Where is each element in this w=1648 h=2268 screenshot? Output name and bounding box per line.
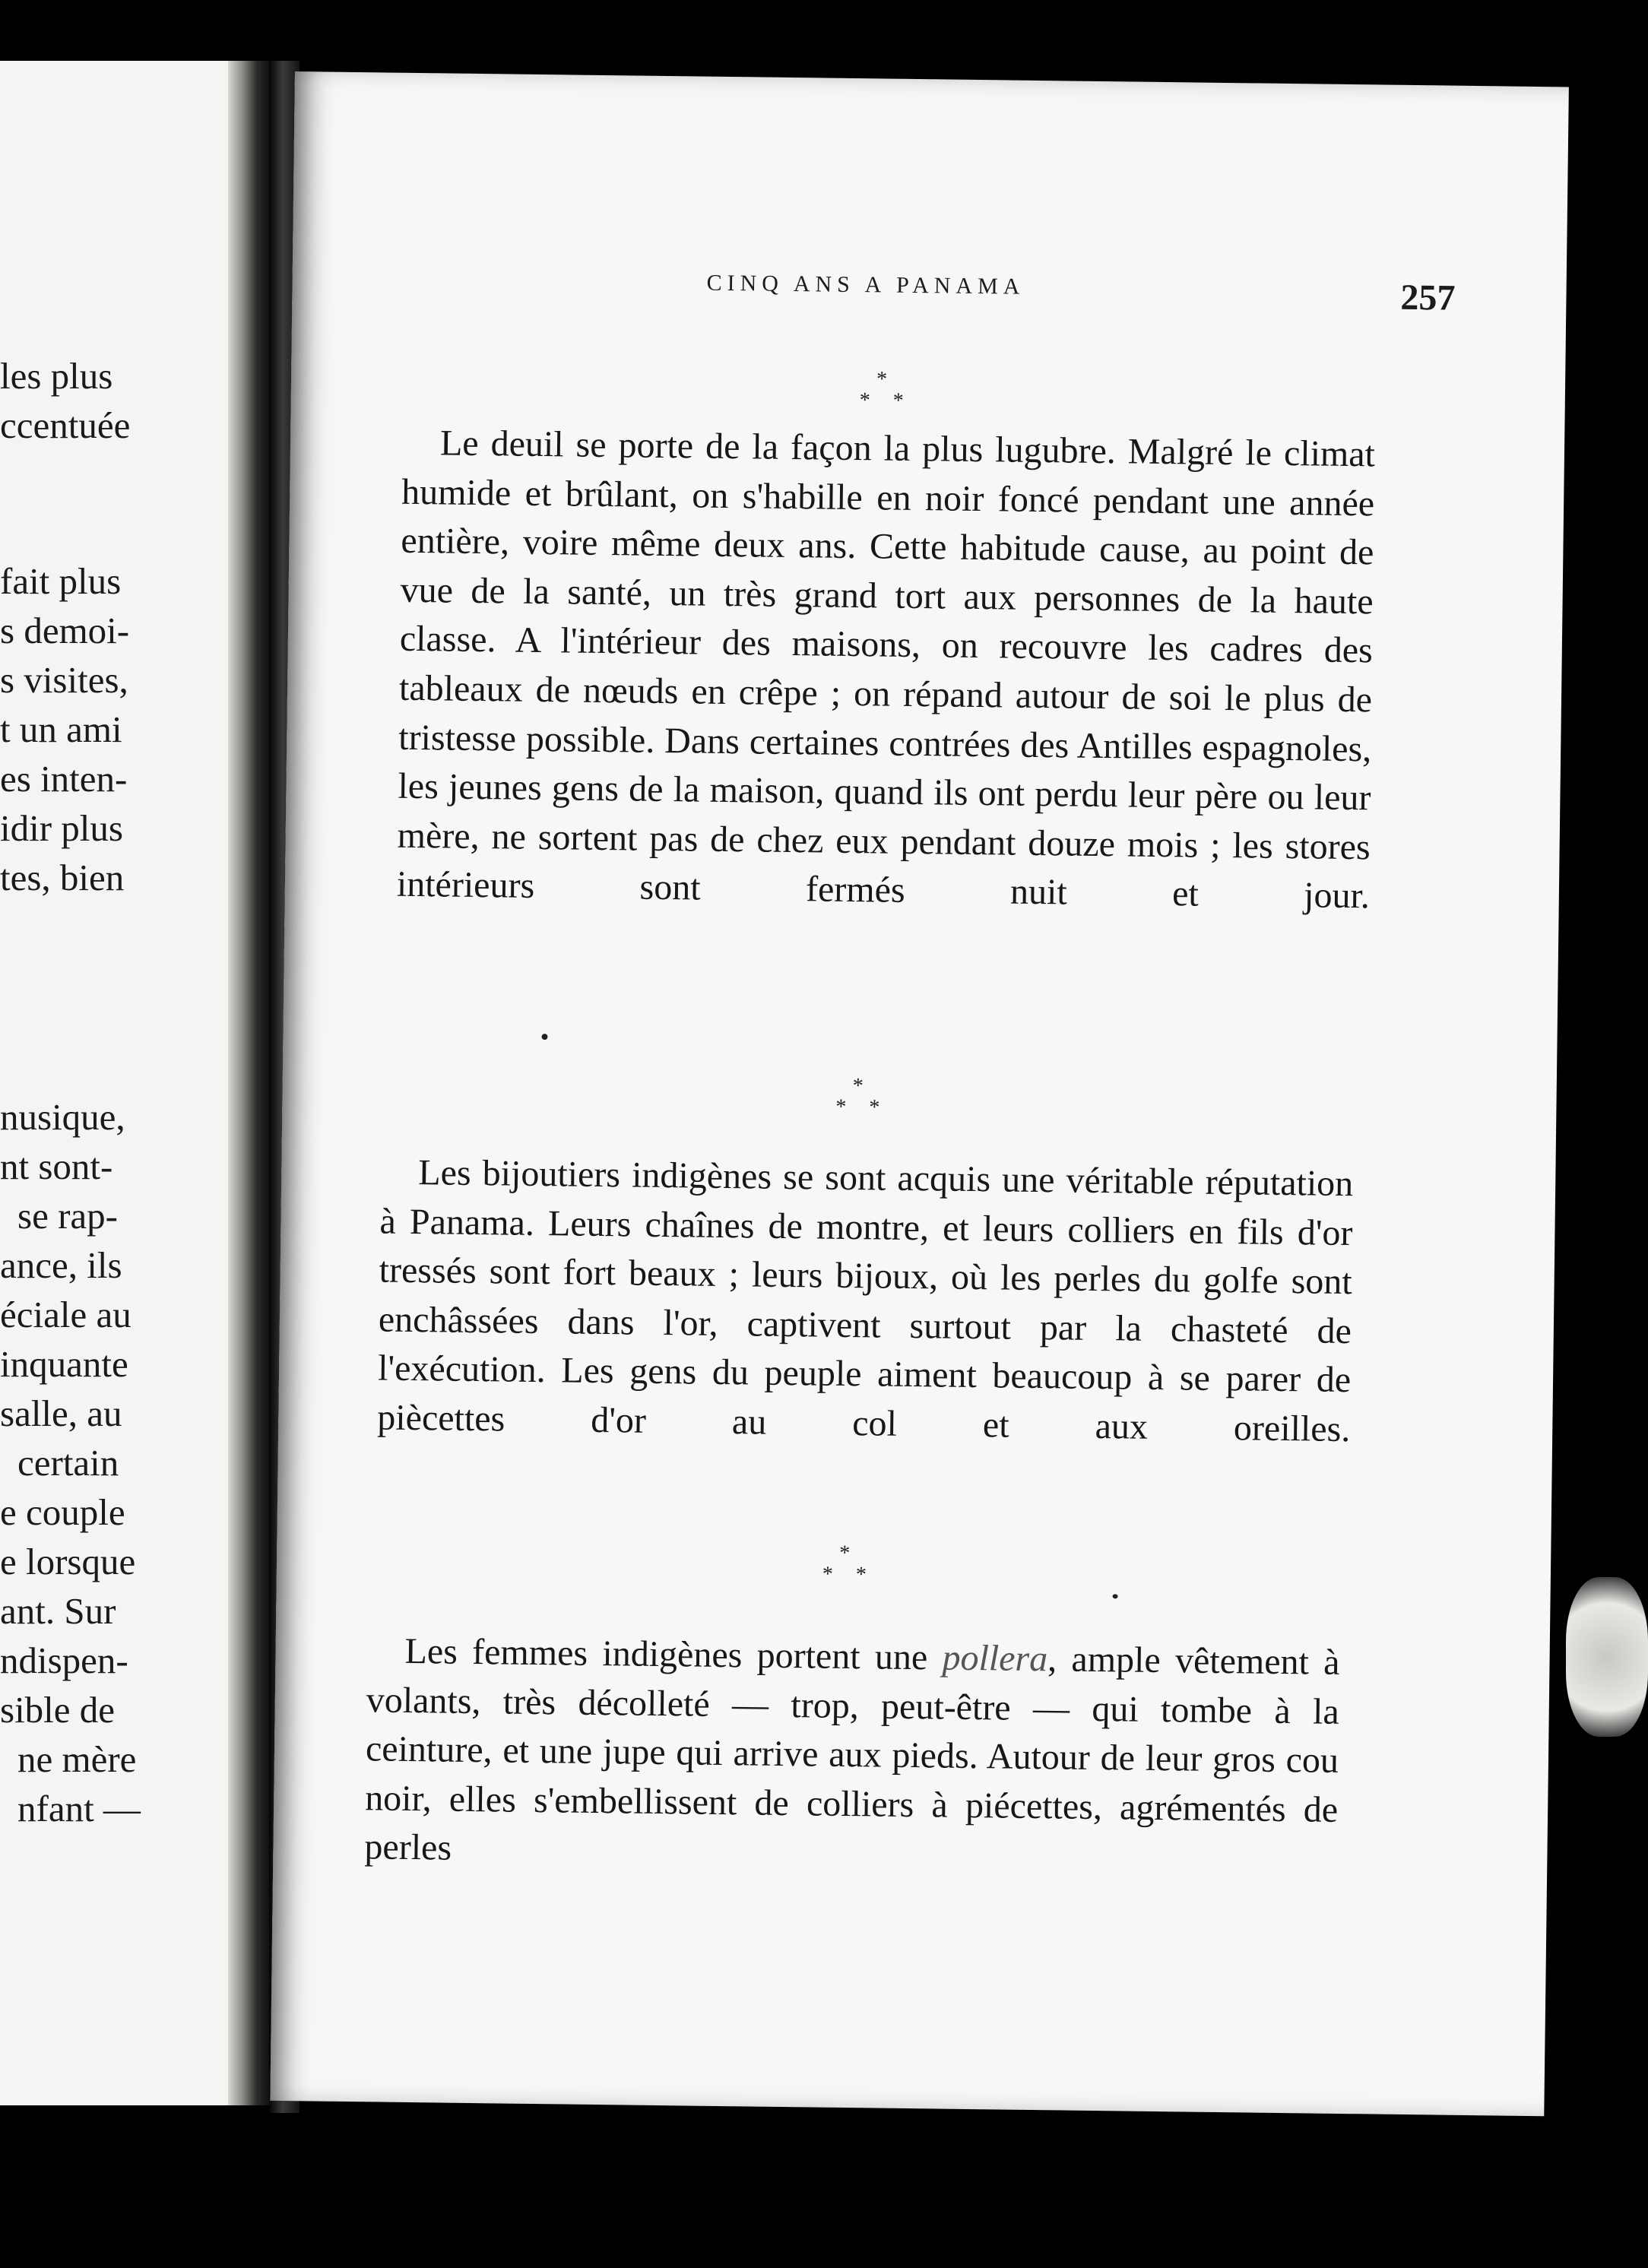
previous-page-line: nfant — [17,1788,141,1829]
previous-page-line: ndispen- [0,1639,128,1681]
previous-page-line: nusique, [0,1096,125,1138]
previous-page-line: nt sont- [0,1145,113,1187]
page-number: 257 [1400,277,1456,318]
previous-page-line: ne mère [17,1738,137,1780]
previous-page-line: s visites, [0,659,128,701]
section-separator: * * * [835,1074,880,1120]
previous-page-line: s demoi- [0,610,130,651]
previous-page-line: certain [17,1442,119,1484]
section-separator: * * * [859,367,904,413]
ink-speck [541,1034,547,1040]
paragraph-text-start: Les femmes indigènes portent une [404,1630,943,1678]
previous-page-line: es inten- [0,758,128,800]
paragraph-text: Les bijoutiers indigènes se sont acquis une véritable réputation à Panama. Leurs chaînes de montre, et leurs colliers en fils d'or tressés sont fort beaux ; leurs bijoux, où les perles du golfe sont enchâssées dans l'or, captivent surtout par la chasteté de l'exécution. Les gens du peuple aiment beaucoup à se parer de piècettes d'or au col et aux oreilles. [377,1152,1354,1450]
page-edge-stain [1566,1577,1648,1737]
previous-page-line: se rap- [17,1195,118,1237]
previous-page-line: fait plus [0,560,122,602]
previous-page-line: inquante [0,1343,128,1385]
paragraph-mourning [397,419,1376,922]
previous-page-line: ant. Sur [0,1590,116,1632]
previous-page-line: les plus [0,355,113,397]
paragraph-pollera [364,1627,1340,1884]
paragraph-jewellers [377,1148,1354,1454]
previous-page-line: éciale au [0,1294,132,1335]
ink-speck [1113,1594,1118,1598]
previous-page-line: e couple [0,1491,125,1533]
book-page [270,71,1568,2116]
running-head: CINQ ANS A PANAMA [706,270,1025,299]
previous-page-line: ccentuée [0,404,131,446]
italic-term: pollera [942,1637,1048,1680]
section-separator: * * * [822,1541,867,1587]
previous-page-line: t un ami [0,708,122,750]
previous-page-line: e lorsque [0,1541,136,1582]
previous-page-line: salle, au [0,1392,122,1434]
previous-page-line: sible de [0,1689,116,1731]
paragraph-text: Le deuil se porte de la façon la plus lugubre. Malgré le climat humide et brûlant, on s'habille en noir foncé pendant une année entière, voire même deux ans. Cette habitude cause, au point de vue de la santé, un très grand tort aux personnes de la haute classe. A l'intérieur des maisons, on recouvre les cadres des tableaux de nœuds en crêpe ; on répand autour de soi le plus de tristesse possible. Dans certaines contrées des Antilles espagnoles, les jeunes gens de la maison, quand ils ont perdu leur père ou leur mère, ne sortent pas de chez eux pendant douze mois ; les stores intérieurs sont fermés nuit et jour. [396,423,1376,917]
previous-page-line: idir plus [0,807,123,849]
previous-page-line: tes, bien [0,857,125,898]
previous-page-line: ance, ils [0,1244,122,1286]
paragraph-text-end: , ample vêtement à volants, très décolleté — trop, peut-être — qui tombe à la ceinture, et une jupe qui arrive aux pieds. Autour de leur gros cou noir, elles s'embellissent de colliers à piécettes, agrémentés de perles [364,1639,1340,1869]
